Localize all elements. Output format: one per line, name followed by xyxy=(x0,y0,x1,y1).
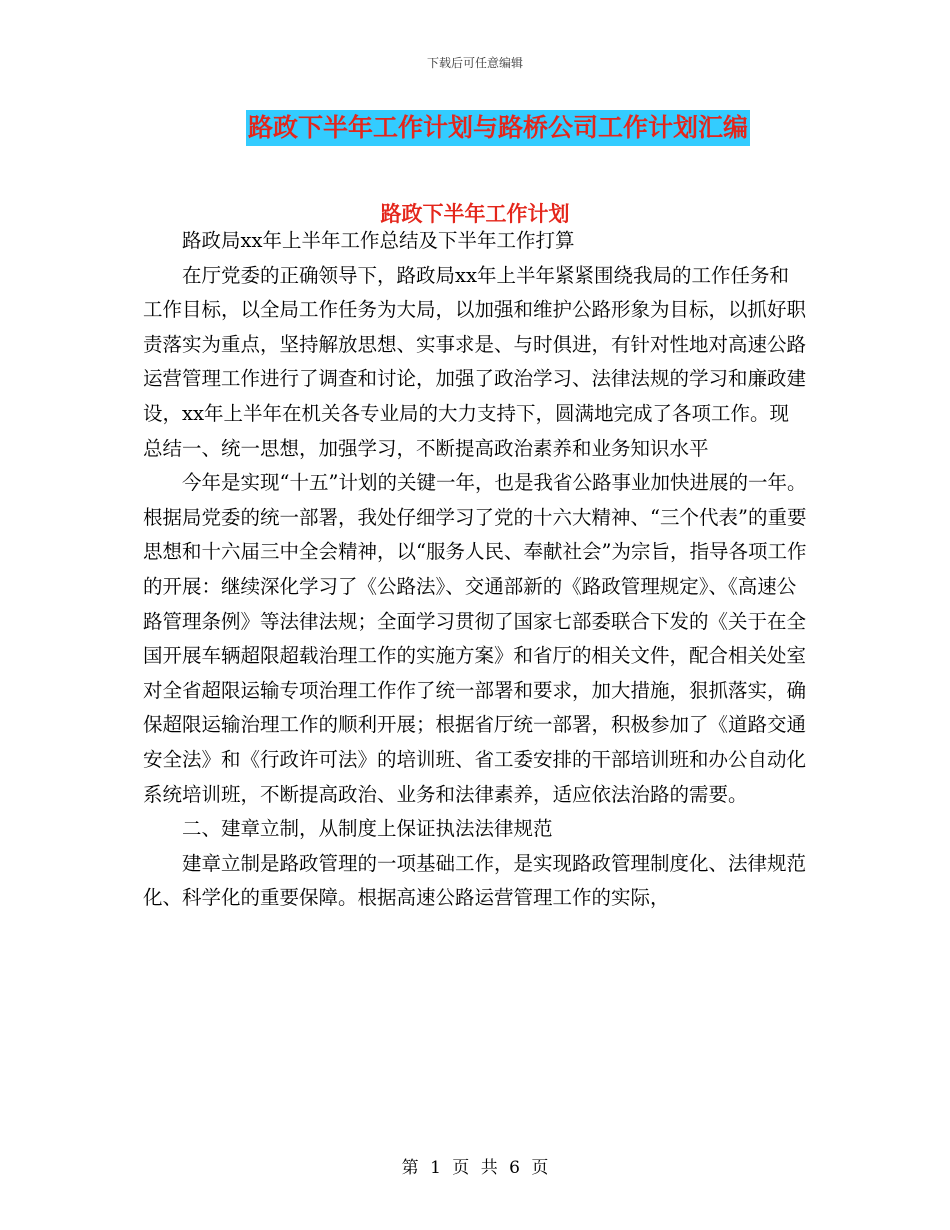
document-title: 路政下半年工作计划与路桥公司工作计划汇编 xyxy=(246,110,750,146)
paragraph-subheading: 路政局xx年上半年工作总结及下半年工作打算 xyxy=(182,229,575,252)
document-title-container xyxy=(0,110,950,146)
paragraph-subheading: 二、建章立制，从制度上保证执法法律规范 xyxy=(182,817,553,841)
document-body xyxy=(143,222,808,916)
page-number: 第 1 页 共 6 页 xyxy=(401,1158,549,1178)
section-title: 路政下半年工作计划 xyxy=(380,201,570,226)
paragraph: 建章立制是路政管理的一项基础工作，是实现路政管理制度化、法律规范化、科学化的重要保障。根据高速公路运营管理工作的实际， xyxy=(143,851,807,910)
paragraph: 今年是实现“十五”计划的关键一年，也是我省公路事业加快进展的一年。根据局党委的统一部署，我处仔细学习了党的十六大精神、“三个代表”的重要思想和十六届三中全会精神，以“服务人民、奉献社会”为宗旨，指导各项工作的开展：继续深化学习了《公路法》、交通部新的《路政管理规定》、《高速公路管理条例》等法律法规；全面学习贯彻了国家七部委联合下发的《关于在全国开展车辆超限超载治理工作的实施方案》和省厅的相关文件，配合相关处室对全省超限运输专项治理工作作了统一部署和要求，加大措施，狠抓落实，确保超限运输治理工作的顺利开展；根据省厅统一部署，积极参加了《道路交通安全法》和《行政许可法》的培训班、省工委安排的干部培训班和办公自动化系统培训班，不断提高政治、业务和法律素养，适应依法治路的需要。 xyxy=(143,471,807,806)
page-header: 下载后可任意编辑 xyxy=(426,56,523,70)
paragraph: 在厅党委的正确领导下，路政局xx年上半年紧紧围绕我局的工作任务和工作目标，以全局工作任务为大局，以加强和维护公路形象为目标，以抓好职责落实为重点，坚持解放思想、实事求是、与时俱进，有针对性地对高速公路运营管理工作进行了调查和讨论，加强了政治学习、法律法规的学习和廉政建设，xx年上半年在机关各专业局的大力支持下，圆满地完成了各项工作。现总结一、统一思想，加强学习，不断提高政治素养和业务知识水平 xyxy=(143,263,807,460)
